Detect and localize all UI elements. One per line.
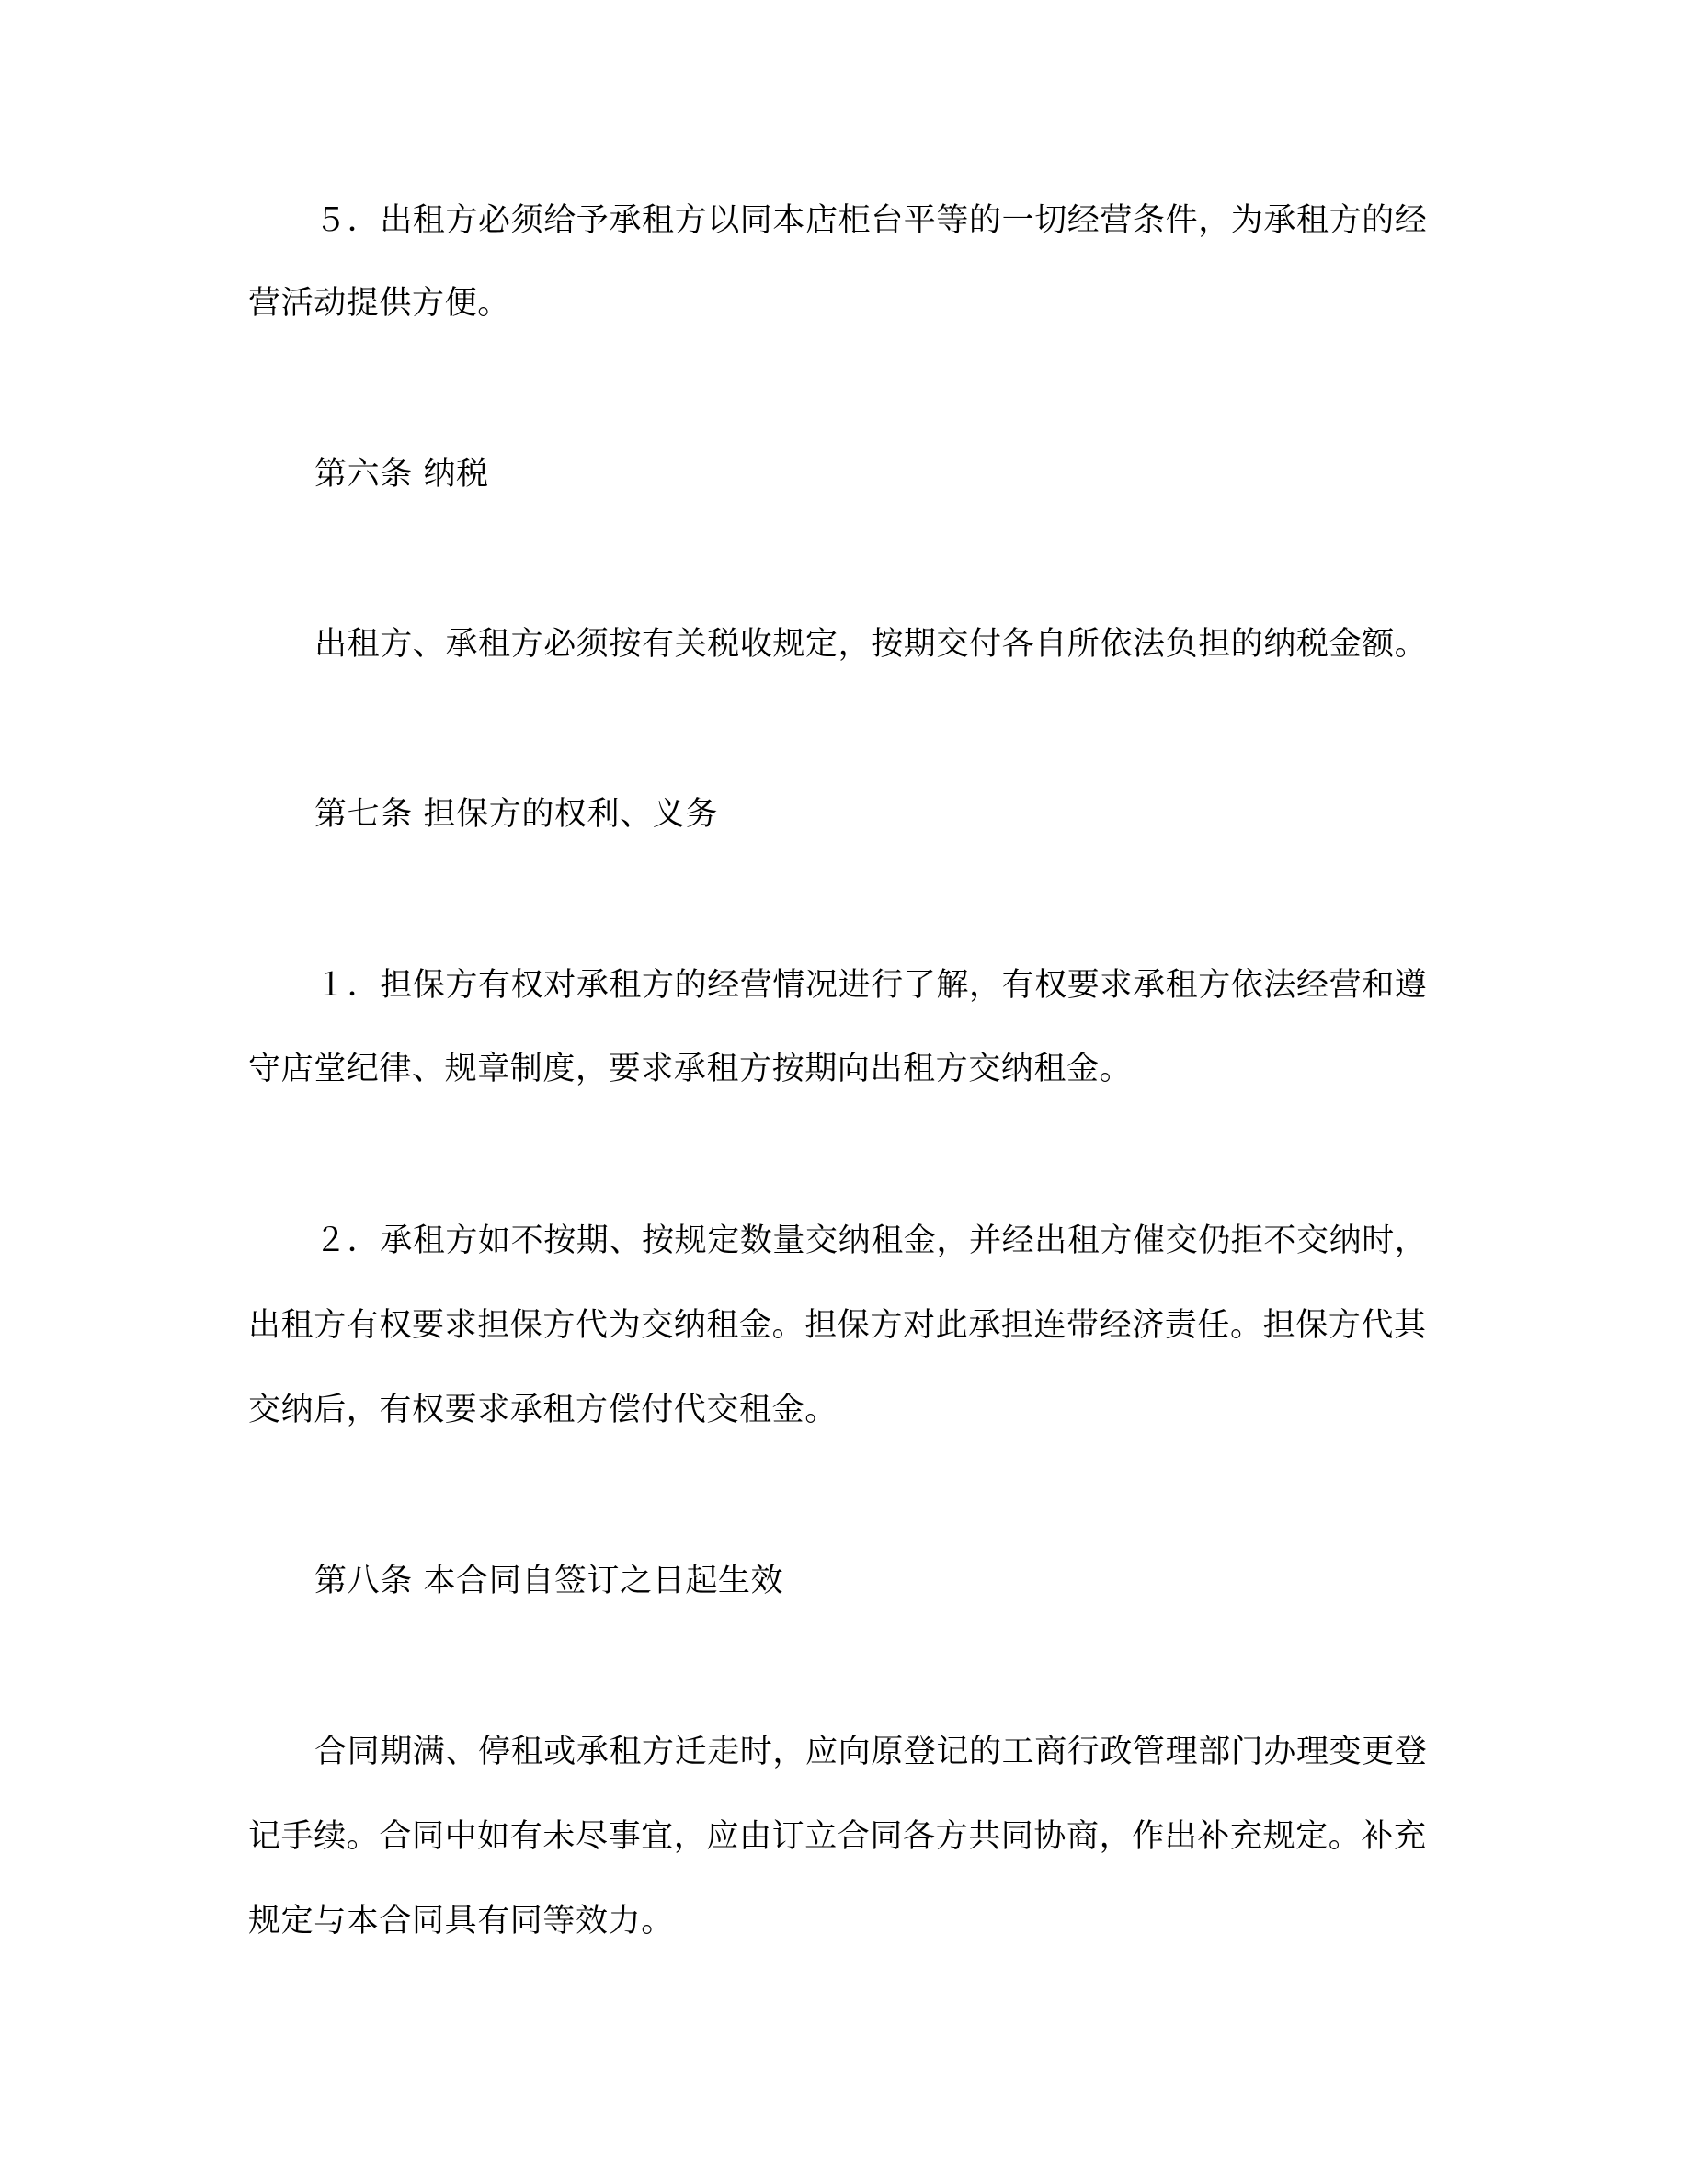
- paragraph-line: 规定与本合同具有同等效力。: [248, 1903, 674, 1939]
- paragraph-line: １．担保方有权对承租方的经营情况进行了解，有权要求承租方依法经营和遵: [314, 967, 1428, 1004]
- paragraph-line: 出租方有权要求担保方代为交纳租金。担保方对此承担连带经济责任。担保方代其: [248, 1307, 1427, 1344]
- paragraph-line: 守店堂纪律、规章制度，要求承租方按期向出租方交纳租金。: [248, 1051, 1133, 1087]
- paragraph-line: 交纳后，有权要求承租方偿付代交租金。: [248, 1392, 838, 1428]
- article-heading: 第八条 本合同自签订之日起生效: [314, 1563, 784, 1599]
- paragraph-line: ２．承租方如不按期、按规定数量交纳租金，并经出租方催交仍拒不交纳时，: [314, 1223, 1428, 1259]
- paragraph-line: 合同期满、停租或承租方迁走时，应向原登记的工商行政管理部门办理变更登: [314, 1734, 1428, 1770]
- article-heading: 第六条 纳税: [314, 456, 489, 493]
- paragraph-line: 营活动提供方便。: [248, 285, 510, 322]
- paragraph-line: 记手续。合同中如有未尽事宜，应由订立合同各方共同协商，作出补充规定。补充: [248, 1818, 1427, 1855]
- article-heading: 第七条 担保方的权利、义务: [314, 796, 718, 833]
- paragraph-line: ５．出租方必须给予承租方以同本店柜台平等的一切经营条件，为承租方的经: [314, 202, 1428, 239]
- paragraph-line: 出租方、承租方必须按有关税收规定，按期交付各自所依法负担的纳税金额。: [314, 626, 1428, 663]
